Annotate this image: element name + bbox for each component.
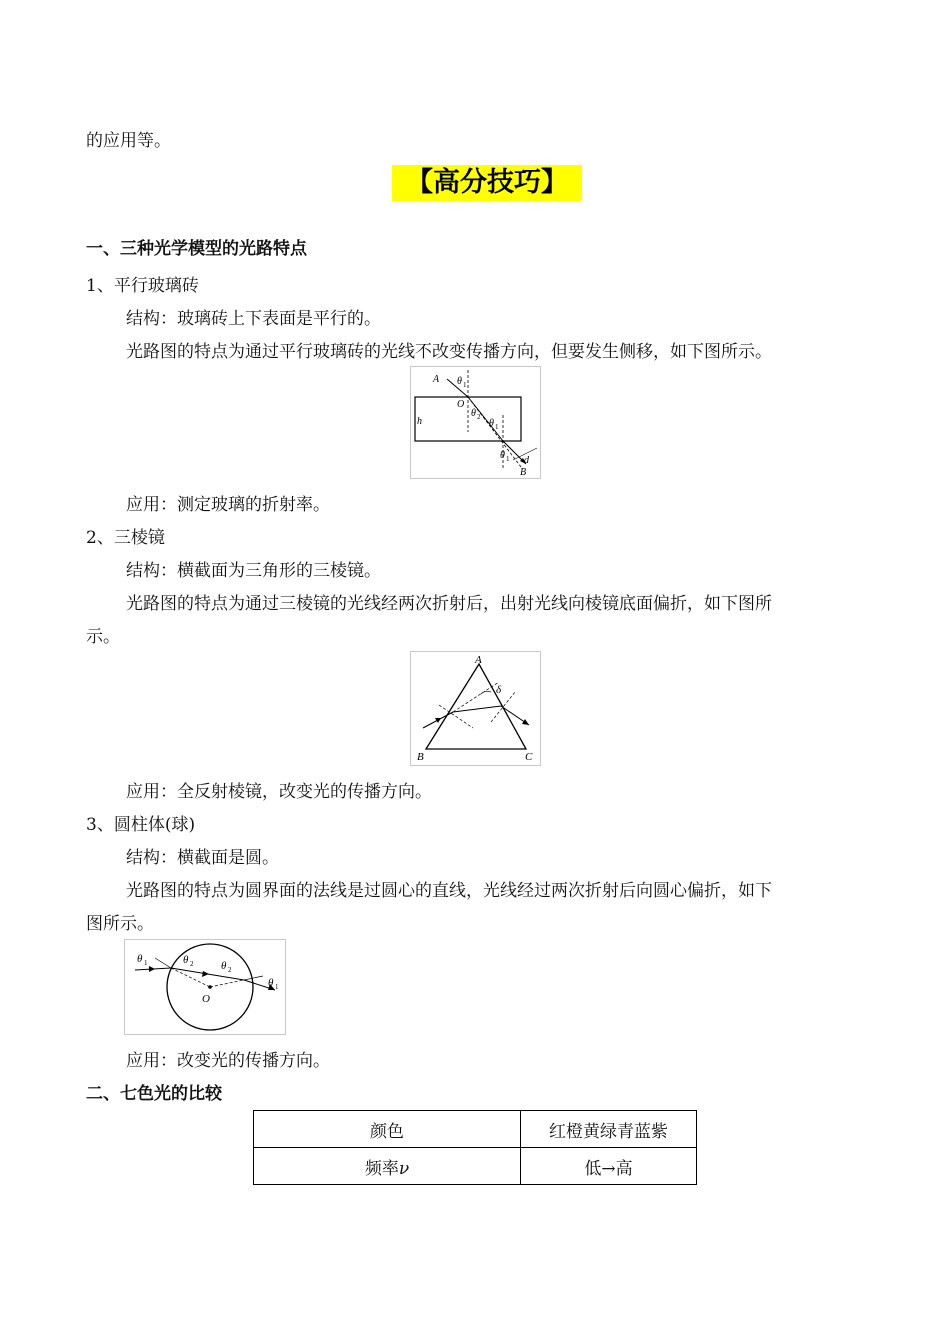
cylinder-sphere-figure: [124, 939, 286, 1035]
label-A: A: [475, 654, 482, 666]
emergent-arrow-icon: [522, 719, 529, 725]
svg-text:1: 1: [506, 455, 510, 463]
item3-structure: 结构：横截面是圆。: [126, 848, 279, 868]
section1-heading: 一、三种光学模型的光路特点: [86, 239, 307, 259]
svg-text:2: 2: [228, 966, 232, 974]
item2-path-line2: 示。: [86, 627, 120, 647]
item2-application: 应用：全反射棱镜，改变光的传播方向。: [126, 782, 432, 802]
label-B: B: [417, 751, 424, 763]
label-A: A: [433, 374, 440, 385]
glass-slab-rect: [415, 397, 521, 441]
label-B: B: [520, 467, 527, 478]
table-cell-label: [254, 1148, 521, 1185]
item3-application: 应用：改变光的传播方向。: [126, 1051, 330, 1071]
section2-heading: 二、七色光的比较: [86, 1084, 222, 1104]
item1-application: 应用：测定玻璃的折射率。: [126, 495, 330, 515]
svg-text:1: 1: [495, 423, 499, 431]
table-cell-label: 颜色: [254, 1111, 521, 1148]
table-cell-value: 红橙黄绿青蓝紫: [521, 1111, 697, 1148]
item3-path-line2: 图所示。: [86, 914, 154, 934]
svg-text:1: 1: [144, 959, 148, 967]
normal-line-right: [210, 980, 244, 987]
svg-text:1: 1: [463, 381, 467, 389]
deviation-arc: [481, 691, 491, 694]
incident-arrow-icon: [149, 966, 155, 972]
label-theta1-right: θ: [268, 977, 274, 989]
internal-arrow-icon: [202, 971, 209, 977]
intro-tail-text: 的应用等。: [86, 131, 171, 151]
label-theta1-top: θ: [457, 376, 462, 387]
item2-title: 2、三棱镜: [86, 528, 165, 548]
label-h: h: [417, 416, 422, 427]
item1-structure: 结构：玻璃砖上下表面是平行的。: [126, 309, 381, 329]
label-theta2-right: θ: [221, 960, 227, 972]
table-row: [254, 1111, 697, 1148]
svg-text:2: 2: [477, 413, 481, 421]
triangular-prism-figure: [410, 651, 541, 766]
frequency-label: 频率: [364, 1158, 399, 1179]
parallel-glass-slab-figure: [410, 366, 541, 479]
table-row: [254, 1148, 697, 1185]
label-theta1-left: θ: [137, 953, 143, 965]
table-cell-value: 低→高: [521, 1148, 697, 1185]
label-O: O: [202, 993, 210, 1005]
seven-color-comparison-table: [253, 1110, 697, 1185]
normal-ext-right: [244, 976, 263, 980]
internal-ray: [453, 706, 501, 712]
high-score-tips-banner: 【高分技巧】: [392, 165, 582, 201]
normal-ext-left: [155, 958, 171, 968]
svg-text:2: 2: [190, 960, 194, 968]
label-O: O: [457, 399, 465, 410]
refracted-ray: [468, 397, 503, 441]
label-C: C: [525, 751, 533, 763]
frequency-symbol: ν: [398, 1158, 410, 1179]
item3-path-line1: 光路图的特点为圆界面的法线是过圆心的直线，光线经过两次折射后向圆心偏折，如下: [126, 881, 772, 901]
label-theta2-left: θ: [183, 954, 189, 966]
item3-title: 3、圆柱体(球): [86, 815, 196, 835]
label-d: d: [524, 455, 529, 466]
label-theta1-mid: θ: [489, 418, 494, 429]
incident-arrow-icon: [435, 718, 441, 723]
item2-structure: 结构：横截面为三角形的三棱镜。: [126, 561, 381, 581]
label-delta: δ: [496, 684, 502, 696]
item2-path-line1: 光路图的特点为通过三棱镜的光线经两次折射后，出射光线向棱镜底面偏折，如下图所: [126, 594, 772, 614]
item1-path-description: 光路图的特点为通过平行玻璃砖的光线不改变传播方向，但要发生侧移，如下图所示。: [126, 342, 772, 362]
item1-title: 1、平行玻璃砖: [86, 276, 199, 296]
label-theta2-top: θ: [471, 408, 476, 419]
label-theta1-bottom: θ: [500, 450, 505, 461]
svg-text:1: 1: [275, 983, 279, 991]
